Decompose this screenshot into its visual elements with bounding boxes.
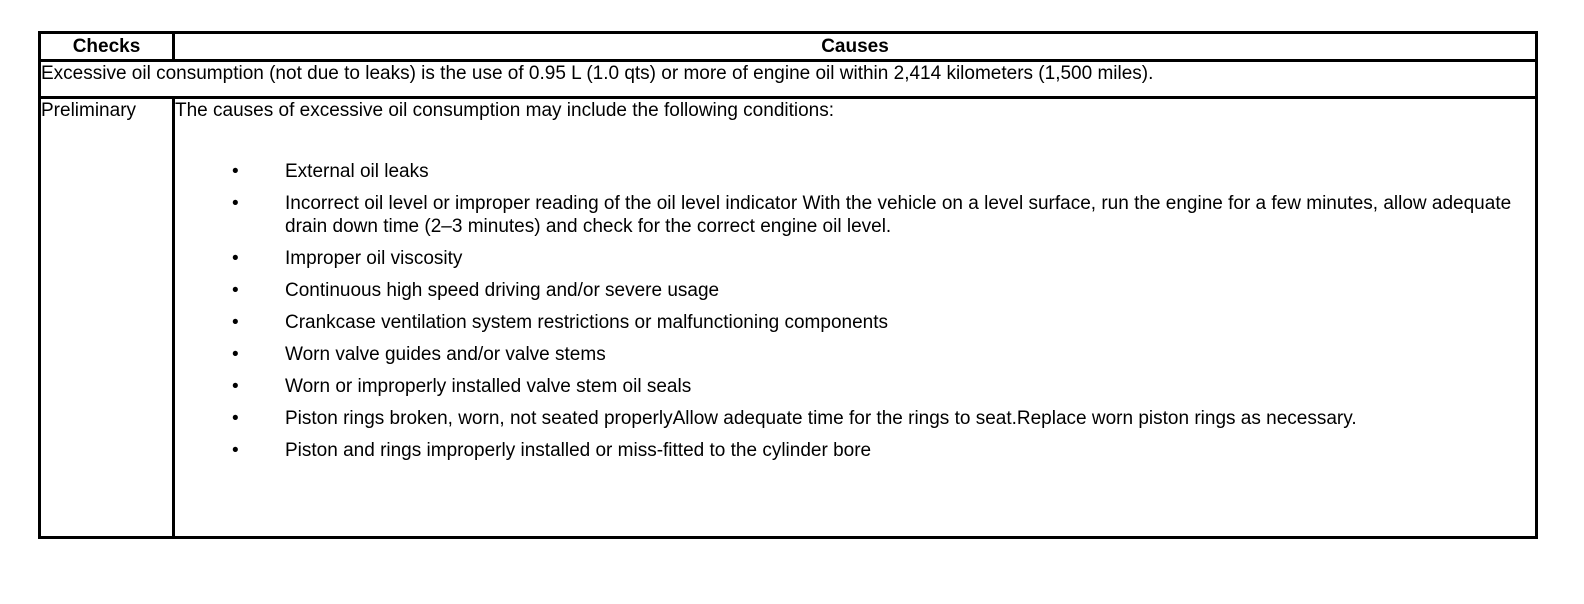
summary-row [40, 61, 1537, 98]
check-cell: Preliminary [40, 98, 174, 538]
summary-text: Excessive oil consumption (not due to leaks) is the use of 0.95 L (1.0 qts) or more of engine oil within 2,414 kilometers (1,500 miles). [40, 61, 1537, 98]
list-item [175, 375, 1535, 398]
list-item-text: Continuous high speed driving and/or severe usage [285, 280, 720, 301]
bullet-icon: • [232, 376, 239, 397]
diagnostic-table [38, 31, 1538, 539]
causes-list [175, 160, 1535, 462]
table-header-row [40, 33, 1537, 61]
list-item [175, 192, 1535, 238]
list-item [175, 439, 1535, 462]
list-item [175, 160, 1535, 183]
list-item [175, 279, 1535, 302]
causes-cell [174, 98, 1537, 538]
header-causes: Causes [174, 33, 1537, 61]
list-item-text: Worn or improperly installed valve stem oil seals [285, 376, 692, 397]
list-item-text: External oil leaks [285, 161, 429, 182]
table-row [40, 98, 1537, 538]
list-item [175, 247, 1535, 270]
list-item [175, 343, 1535, 366]
list-item [175, 311, 1535, 334]
bullet-icon: • [232, 408, 239, 429]
list-item-text: Incorrect oil level or improper reading of the oil level indicator With the vehicle on a level surface, run the engine for a few minutes, allow adequate drain down time (2–3 minutes) and check for the correct engine oil level. [285, 193, 1512, 237]
bullet-icon: • [232, 248, 239, 269]
bullet-icon: • [232, 193, 239, 214]
list-item-text: Crankcase ventilation system restrictions or malfunctioning components [285, 312, 888, 333]
list-item-text: Piston rings broken, worn, not seated properlyAllow adequate time for the rings to seat.Replace worn piston rings as necessary. [285, 408, 1357, 429]
bullet-icon: • [232, 280, 239, 301]
header-checks: Checks [40, 33, 174, 61]
list-item [175, 407, 1535, 430]
list-item-text: Worn valve guides and/or valve stems [285, 344, 606, 365]
bullet-icon: • [232, 161, 239, 182]
bullet-icon: • [232, 344, 239, 365]
bullet-icon: • [232, 312, 239, 333]
causes-intro: The causes of excessive oil consumption may include the following conditions: [175, 100, 835, 121]
bullet-icon: • [232, 440, 239, 461]
list-item-text: Piston and rings improperly installed or miss-fitted to the cylinder bore [285, 440, 872, 461]
list-item-text: Improper oil viscosity [285, 248, 463, 269]
